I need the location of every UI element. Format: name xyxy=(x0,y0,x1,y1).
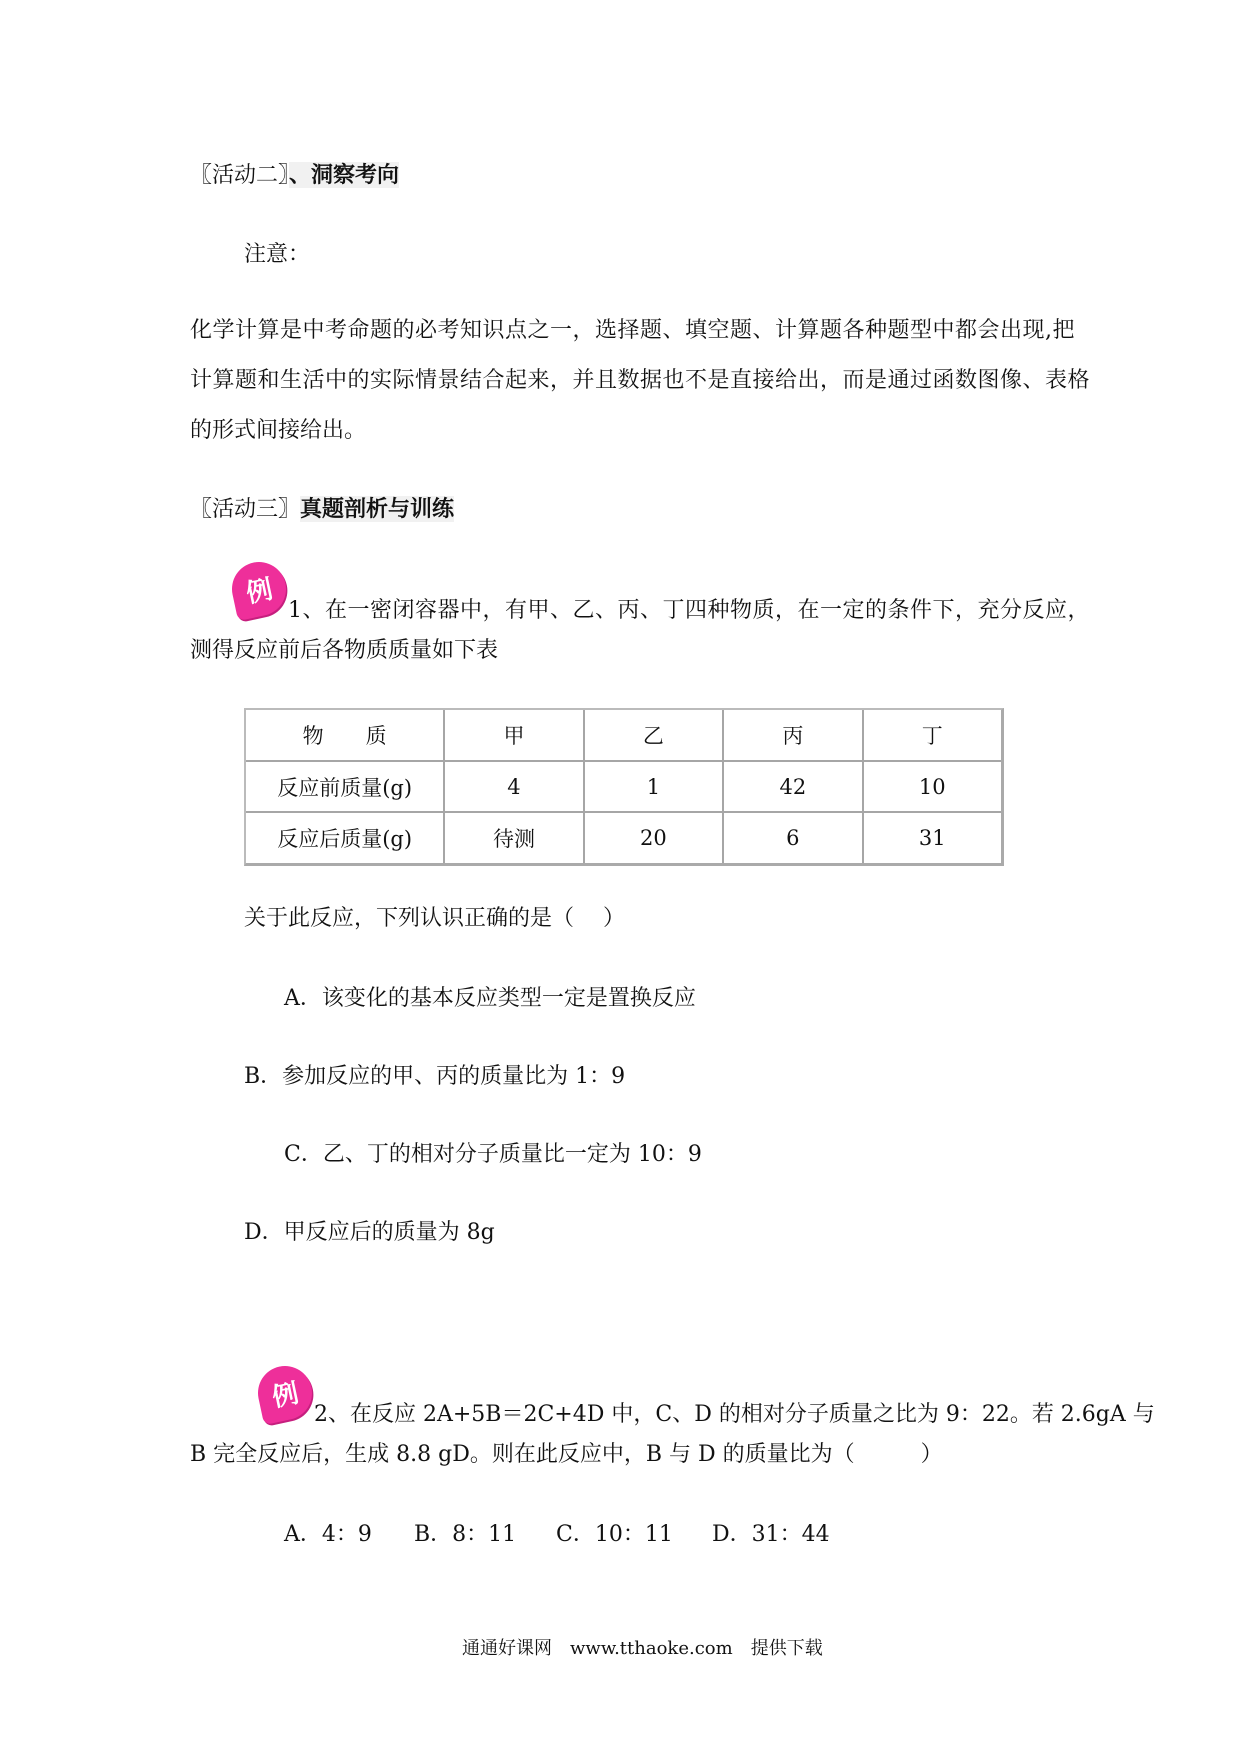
table-header-row xyxy=(246,710,1001,762)
example1-option-a: A．该变化的基本反应类型一定是置换反应 xyxy=(284,986,696,1011)
example1-option-c: C．乙、丁的相对分子质量比一定为 10：9 xyxy=(284,1142,702,1167)
footer-text: 通通好课网 www.tthaoke.com 提供下载 xyxy=(462,1638,823,1659)
note-line-2: 计算题和生活中的实际情景结合起来，并且数据也不是直接给出，而是通过函数图像、表格 xyxy=(190,368,1091,393)
table-cell: 6 xyxy=(724,813,863,863)
example-badge-icon: 例 xyxy=(227,557,291,621)
table-row xyxy=(246,762,1001,814)
example1-option-b: B．参加反应的甲、丙的质量比为 1：9 xyxy=(244,1064,626,1089)
example2-line-2: B 完全反应后，生成 8.8 gD。则在此反应中，B 与 D 的质量比为（ ） xyxy=(190,1442,943,1467)
table-header-cell: 甲 xyxy=(445,710,584,762)
activity2-title: 、洞察考向 xyxy=(289,162,400,188)
table-cell: 10 xyxy=(864,762,1001,814)
table-cell: 1 xyxy=(585,762,724,814)
table-cell: 反应前质量(g) xyxy=(246,762,445,814)
table-row xyxy=(246,813,1001,863)
table-cell: 反应后质量(g) xyxy=(246,813,445,863)
table-header-cell: 物 质 xyxy=(246,710,445,762)
activity3-title: 真题剖析与训练 xyxy=(300,496,455,522)
table-cell: 20 xyxy=(585,813,724,863)
mass-table xyxy=(244,708,1004,866)
activity2-heading xyxy=(190,160,399,191)
table-cell: 待测 xyxy=(445,813,584,863)
example2-option-d: D．31：44 xyxy=(712,1522,830,1547)
note-line-1: 化学计算是中考命题的必考知识点之一，选择题、填空题、计算题各种题型中都会出现,把 xyxy=(190,318,1075,343)
activity3-heading xyxy=(190,494,454,525)
table-cell: 4 xyxy=(445,762,584,814)
table-header-cell: 乙 xyxy=(585,710,724,762)
activity2-prefix: 〖活动二〗 xyxy=(190,163,290,188)
note-label: 注意： xyxy=(244,242,311,267)
example2-option-b: B．8：11 xyxy=(414,1522,517,1547)
example1-line-1: 1、在一密闭容器中，有甲、乙、丙、丁四种物质，在一定的条件下，充分反应， xyxy=(288,598,1090,623)
example2-line-1: 2、在反应 2A+5B＝2C+4D 中，C、D 的相对分子质量之比为 9：22。若 2.6gA 与 xyxy=(314,1402,1155,1427)
activity3-prefix: 〖活动三〗 xyxy=(190,497,301,522)
table-cell: 42 xyxy=(724,762,863,814)
note-line-3: 的形式间接给出。 xyxy=(190,418,367,443)
example1-option-d: D．甲反应后的质量为 8g xyxy=(244,1220,495,1245)
example2-option-c: C．10：11 xyxy=(556,1522,673,1547)
table-header-cell: 丁 xyxy=(864,710,1001,762)
example1-question: 关于此反应，下列认识正确的是（ ） xyxy=(244,906,625,931)
example1-line-2: 测得反应前后各物质质量如下表 xyxy=(190,638,499,663)
example-badge-icon: 例 xyxy=(253,1361,317,1425)
example2-option-a: A．4：9 xyxy=(284,1522,372,1547)
table-header-cell: 丙 xyxy=(724,710,863,762)
table-cell: 31 xyxy=(918,826,946,851)
